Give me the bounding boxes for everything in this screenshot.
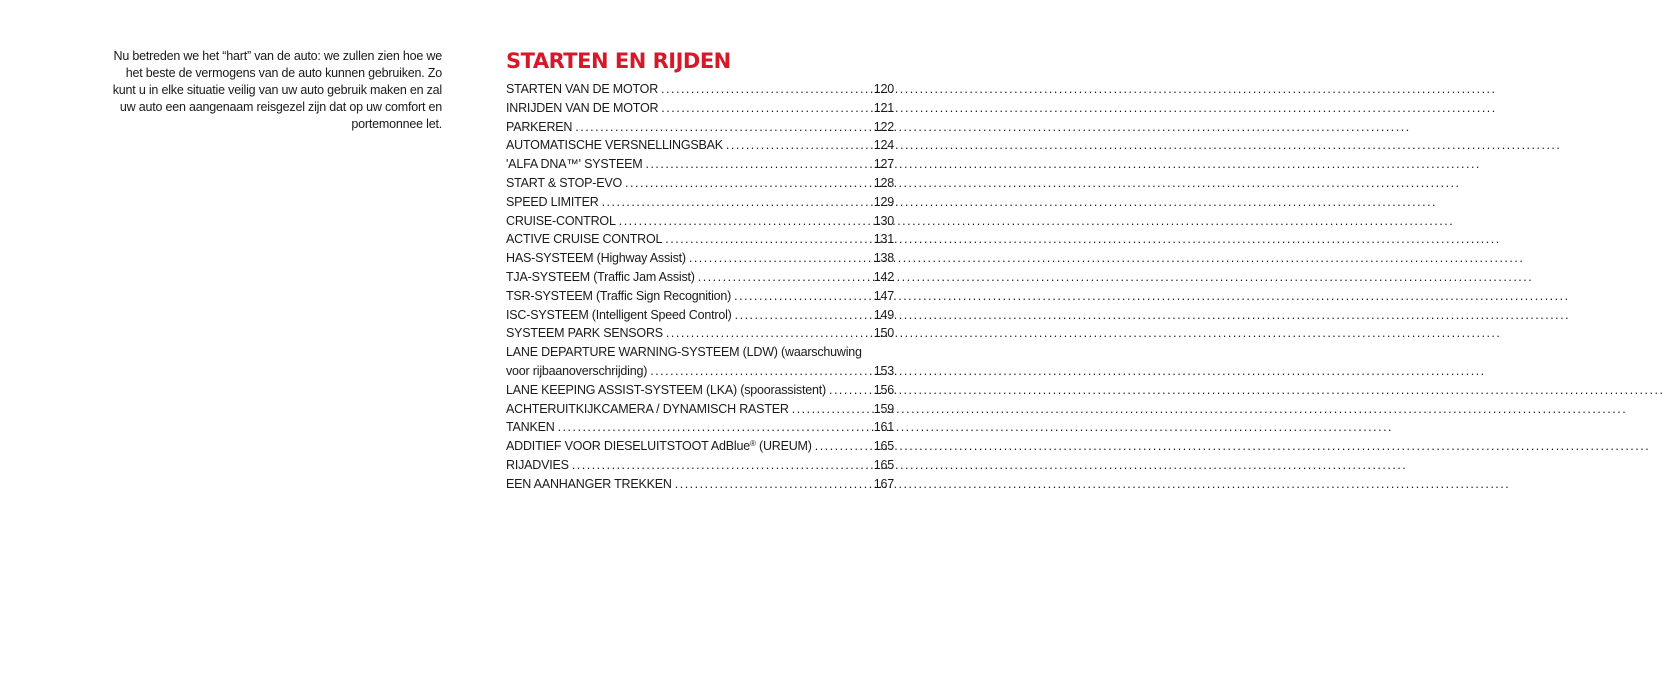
toc-entry-page-number: 165 <box>873 439 894 454</box>
toc-entry-row <box>506 400 894 419</box>
toc-entry-label <box>506 212 616 231</box>
toc-entry[interactable] <box>506 456 894 475</box>
toc-entry-label-text: SPEED LIMITER <box>506 194 599 209</box>
toc-entry[interactable] <box>506 400 894 419</box>
toc-entry[interactable] <box>506 99 894 118</box>
toc-entry[interactable] <box>506 136 894 155</box>
toc-entry-label <box>506 268 695 287</box>
dot-leader <box>726 136 871 155</box>
toc-entry-page-number: 131 <box>873 232 894 247</box>
dot-leader <box>792 400 871 419</box>
toc-entry-row <box>506 418 894 437</box>
toc-entry-page-number: 120 <box>873 82 894 96</box>
toc-entry-label-text: RIJADVIES <box>506 457 569 472</box>
intro-line: Nu betreden we het “hart” van de auto: we zullen zien hoe we <box>113 49 442 63</box>
dot-leader <box>645 155 870 174</box>
intro-line: kunt u in elke situatie veilig van uw auto gebruik maken en zal <box>112 83 442 97</box>
toc-entry-label <box>506 475 672 494</box>
toc-entry-page-number: 153 <box>873 363 894 378</box>
toc-entry-label <box>506 287 731 306</box>
dot-leader <box>735 306 871 325</box>
toc-entry-row <box>506 80 894 99</box>
dot-leader <box>675 475 871 494</box>
toc-entry-page-number: 121 <box>873 100 894 115</box>
intro-line: uw auto een aangenaam reisgezel zijn dat op uw comfort en <box>119 100 442 114</box>
toc-entry[interactable] <box>506 381 894 400</box>
toc-entry-row <box>506 324 894 343</box>
toc-entry-row <box>506 381 894 400</box>
dot-leader <box>558 418 871 437</box>
toc-entry-page-number: 147 <box>873 288 894 303</box>
toc-entry-label <box>506 99 658 118</box>
toc-entry-label <box>506 306 732 325</box>
toc-entry-label-line: LANE DEPARTURE WARNING-SYSTEEM (LDW) (waarschuwing <box>506 345 862 360</box>
toc-entry-page-number: 122 <box>873 119 894 134</box>
toc-entry-row <box>506 362 894 381</box>
toc-entry-page-number: 129 <box>873 194 894 209</box>
toc-entry-label-text: INRIJDEN VAN DE MOTOR <box>506 100 659 115</box>
toc-entry-label-text: ACHTERUITKIJKCAMERA / DYNAMISCH RASTER <box>506 401 789 416</box>
toc-entry[interactable] <box>506 418 894 437</box>
dot-leader <box>734 287 871 306</box>
toc-entry-row <box>506 136 894 155</box>
toc-entry-label-text: LANE KEEPING ASSIST-SYSTEEM (LKA) (spoorassistent) <box>506 382 826 397</box>
toc-entry-page-number: 124 <box>873 138 894 153</box>
toc-entry-label-text: TANKEN <box>506 420 555 435</box>
toc-entry-label-text: TJA-SYSTEEM (Traffic Jam Assist) <box>506 269 695 284</box>
toc-entry-page-number: 159 <box>873 401 894 416</box>
toc-entry-label-text: STARTEN VAN DE MOTOR <box>506 82 659 96</box>
toc-entry-page-number: 127 <box>873 157 894 172</box>
toc-entry-page-number: 165 <box>873 457 894 472</box>
toc-entry[interactable] <box>506 437 894 456</box>
toc-entry[interactable] <box>506 343 894 381</box>
toc-entry-page-number: 161 <box>873 420 894 435</box>
toc-entry-label-text: ADDITIEF VOOR DIESELUITSTOOT AdBlue <box>506 439 750 454</box>
toc-entry-row <box>506 437 894 456</box>
toc-entry-row <box>506 212 894 231</box>
toc-entry-page-number: 150 <box>873 326 894 341</box>
toc-entry-label-text: START & STOP-EVO <box>506 175 623 190</box>
dot-leader <box>829 381 871 400</box>
toc-entry[interactable] <box>506 118 894 137</box>
toc-entry-label-text: SYSTEEM PARK SENSORS <box>506 326 663 341</box>
toc-entry-label <box>506 230 662 249</box>
toc-entry-row <box>506 155 894 174</box>
toc-entry-label <box>506 418 555 437</box>
toc-entry-page-number: 128 <box>873 175 894 190</box>
toc-entry-row <box>506 475 894 494</box>
toc-entry[interactable] <box>506 287 894 306</box>
section-title: STARTEN EN RIJDEN <box>506 49 731 73</box>
toc-entry-row <box>506 249 894 268</box>
toc-entry[interactable] <box>506 230 894 249</box>
toc-entry-label-text: EEN AANHANGER TREKKEN <box>506 476 672 491</box>
toc-entry-row <box>506 118 894 137</box>
dot-leader <box>661 99 870 118</box>
toc-entry-label-text: ISC-SYSTEEM (Intelligent Speed Control) <box>506 307 732 322</box>
toc-entry[interactable] <box>506 249 894 268</box>
dot-leader <box>575 118 870 137</box>
toc-entry-label-text: TSR-SYSTEEM (Traffic Sign Recognition) <box>506 288 732 303</box>
toc-entry-row <box>506 287 894 306</box>
toc-entry-label <box>506 437 812 456</box>
intro-text <box>86 48 442 133</box>
toc-entry-label <box>506 155 642 174</box>
dot-leader <box>698 268 871 287</box>
toc-entry-label-suffix: (UREUM) <box>755 439 812 454</box>
toc-entry-label-text: CRUISE-CONTROL <box>506 213 616 228</box>
dot-leader <box>650 362 871 381</box>
toc-entry-page-number: 142 <box>873 269 894 284</box>
toc-entry-page-number: 149 <box>873 307 894 322</box>
toc-entry[interactable] <box>506 155 894 174</box>
toc-entry-label <box>506 118 572 137</box>
toc-entry[interactable] <box>506 324 894 343</box>
dot-leader <box>602 193 871 212</box>
dot-leader <box>625 174 871 193</box>
toc-entry-page-number: 130 <box>873 213 894 228</box>
toc-entry-label <box>506 136 723 155</box>
toc-entry-row <box>506 99 894 118</box>
toc-entry-label <box>506 174 622 193</box>
toc-entry-row <box>506 230 894 249</box>
toc-entry-label <box>506 362 647 381</box>
toc-entry-label <box>506 381 826 400</box>
toc-entry[interactable] <box>506 268 894 287</box>
toc-entry-label <box>506 249 686 268</box>
table-of-contents <box>506 48 894 494</box>
toc-entry-label-text: HAS-SYSTEEM (Highway Assist) <box>506 251 686 266</box>
toc-entry[interactable] <box>506 193 894 212</box>
toc-entry-label-text: ACTIVE CRUISE CONTROL <box>506 232 663 247</box>
registered-trademark-mark: ® <box>750 439 756 449</box>
dot-leader <box>665 230 870 249</box>
dot-leader <box>572 456 871 475</box>
toc-entry-row <box>506 174 894 193</box>
toc-entry-label <box>506 193 599 212</box>
dot-leader <box>689 249 871 268</box>
toc-entry-label-text: voor rijbaanoverschrijding) <box>506 363 648 378</box>
dot-leader <box>666 324 871 343</box>
toc-entry-label-text: PARKEREN <box>506 119 573 134</box>
toc-list <box>506 80 894 494</box>
toc-entry[interactable] <box>506 174 894 193</box>
toc-entry-row <box>506 456 894 475</box>
toc-entry-label <box>506 80 658 99</box>
dot-leader <box>815 437 871 456</box>
toc-entry-label <box>506 324 663 343</box>
toc-entry-page-number: 156 <box>873 382 894 397</box>
toc-entry-row <box>506 193 894 212</box>
toc-entry[interactable] <box>506 212 894 231</box>
toc-entry-label <box>506 400 789 419</box>
toc-entry-label-text: 'ALFA DNA™' SYSTEEM <box>506 157 643 172</box>
intro-line: het beste de vermogens van de auto kunnen gebruiken. Zo <box>125 66 442 80</box>
toc-entry-page-number: 138 <box>873 251 894 266</box>
toc-entry-label-text: AUTOMATISCHE VERSNELLINGSBAK <box>506 138 723 153</box>
dot-leader <box>661 80 871 99</box>
dot-leader <box>619 212 871 231</box>
toc-entry-page-number: 167 <box>873 476 894 491</box>
toc-entry[interactable] <box>506 80 894 99</box>
toc-entry-row <box>506 268 894 287</box>
toc-entry-row <box>506 306 894 325</box>
intro-line: portemonnee let. <box>351 117 442 131</box>
toc-entry[interactable] <box>506 475 894 494</box>
toc-entry-label <box>506 456 569 475</box>
toc-entry[interactable] <box>506 306 894 325</box>
